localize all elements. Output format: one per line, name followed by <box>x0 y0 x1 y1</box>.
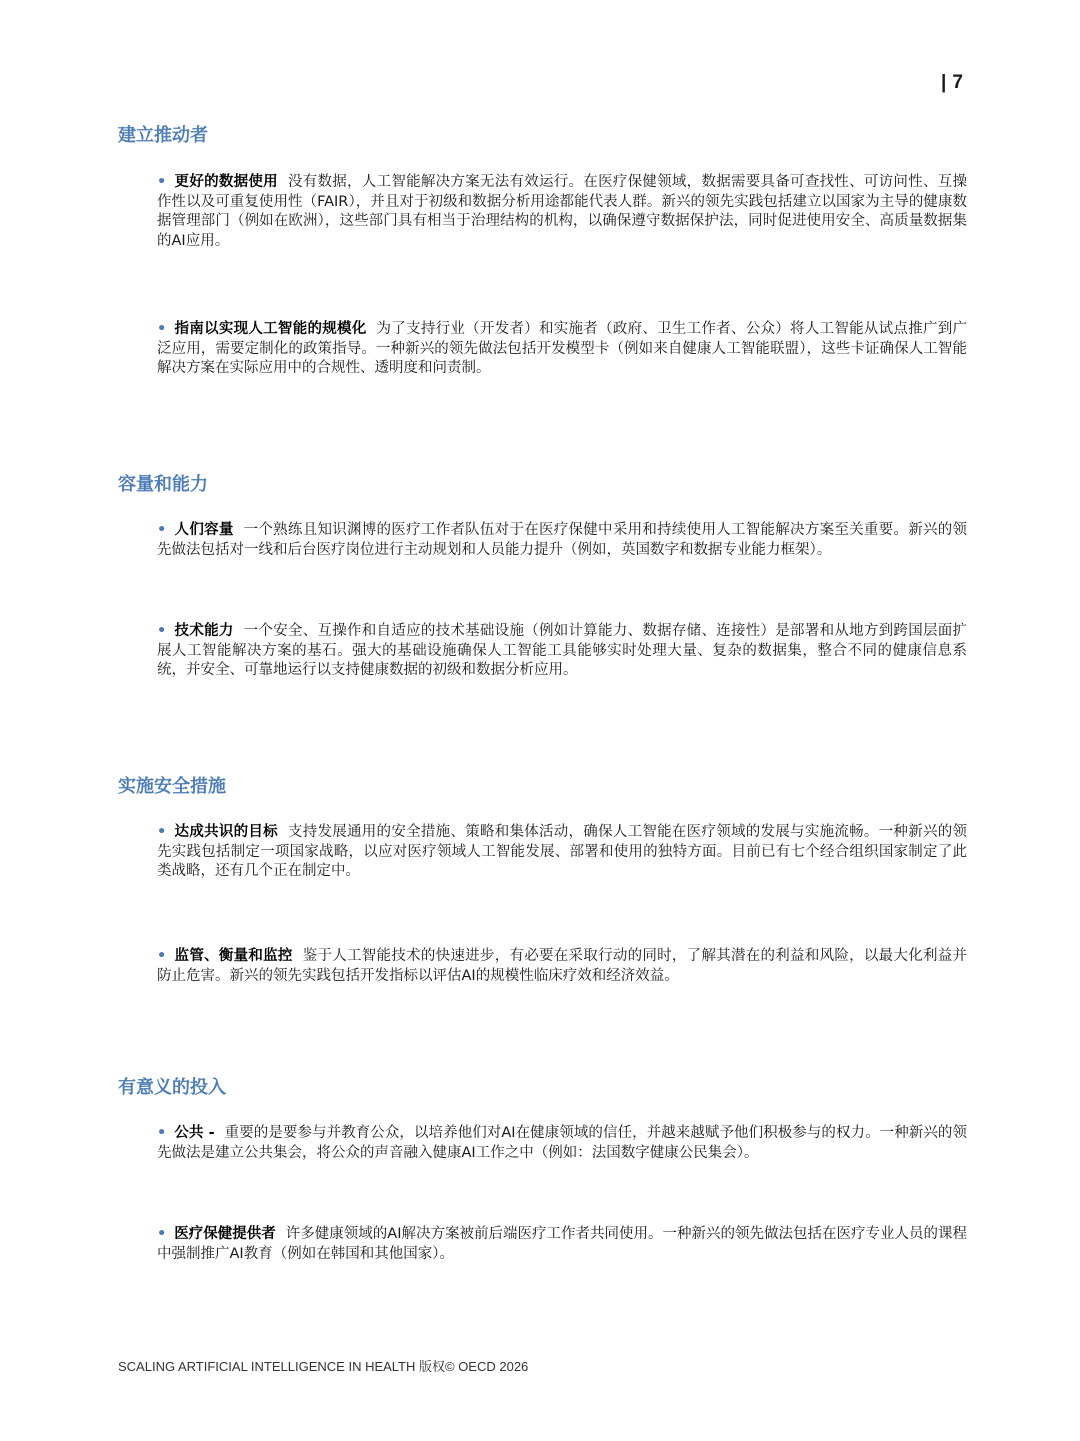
page-number-bar: | <box>941 72 947 93</box>
bullet-icon: • <box>157 321 167 337</box>
item-text: 支持发展通用的安全措施、策略和集体活动，确保人工智能在医疗领域的发展与实施流畅。一种新兴的领先实践包括制定一项国家战略，以应对医疗领域人工智能发展、部署和使用的独特方面。目前已有七个经合组织国家制定了此类战略，还有几个正在制定中。 <box>157 824 968 879</box>
section-heading-safeguards: 实施安全措施 <box>118 776 226 797</box>
item-term: 人们容量 <box>174 522 234 538</box>
list-item <box>157 1124 967 1163</box>
list-item <box>157 622 967 681</box>
page-footer: SCALING ARTIFICIAL INTELLIGENCE IN HEALTH 版权© OECD 2026 <box>118 1359 529 1374</box>
bullet-icon: • <box>157 948 167 964</box>
item-text: 重要的是要参与并教育公众，以培养他们对AI在健康领域的信任，并越来越赋予他们积极参与的权力。一种新兴的领先做法是建立公共集会，将公众的声音融入健康AI工作之中（例如：法国数字健康公民集会）。 <box>157 1125 967 1161</box>
list-item <box>157 320 967 379</box>
item-term: 指南以实现人工智能的规模化 <box>174 321 367 337</box>
item-text: 没有数据，人工智能解决方案无法有效运行。在医疗保健领域，数据需要具备可查找性、可访问性、互操作性以及可重复使用性（FAIR），并且对于初级和数据分析用途都能代表人群。新兴的领先实践包括建立以国家为主导的健康数据管理部门（例如在欧洲），这些部门具有相当于治理结构的机构，以确保遵守数据保护法，同时促进使用安全、高质量数据集的AI应用。 <box>157 174 968 249</box>
item-term: 医疗保健提供者 <box>174 1226 276 1242</box>
item-text: 一个安全、互操作和自适应的技术基础设施（例如计算能力、数据存储、连接性）是部署和从地方到跨国层面扩展人工智能解决方案的基石。强大的基础设施确保人工智能工具能够实时处理大量、复杂的数据集，整合不同的健康信息系统，并安全、可靠地运行以支持健康数据的初级和数据分析应用。 <box>157 623 967 678</box>
item-term: 技术能力 <box>174 623 234 639</box>
item-text: 鉴于人工智能技术的快速进步，有必要在采取行动的同时，了解其潜在的利益和风险，以最大化利益并防止危害。新兴的领先实践包括开发指标以评估AI的规模性临床疗效和经济效益。 <box>157 948 968 984</box>
page-number <box>941 71 963 95</box>
bullet-icon: • <box>157 1125 167 1141</box>
bullet-icon: • <box>157 824 167 840</box>
bullet-icon: • <box>157 1226 167 1242</box>
page-number-value: 7 <box>952 72 963 93</box>
section-heading-enablers: 建立推动者 <box>118 125 208 146</box>
item-term: 更好的数据使用 <box>174 174 278 190</box>
item-term: 监管、衡量和监控 <box>174 948 293 964</box>
list-item <box>157 947 967 986</box>
list-item <box>157 173 967 251</box>
list-item <box>157 823 967 882</box>
section-heading-capacity: 容量和能力 <box>118 474 208 495</box>
item-term: 达成共识的目标 <box>174 824 278 840</box>
item-text: 许多健康领域的AI解决方案被前后端医疗工作者共同使用。一种新兴的领先做法包括在医疗专业人员的课程中强制推广AI教育（例如在韩国和其他国家）。 <box>157 1226 968 1262</box>
item-term: 公共 - <box>174 1125 215 1141</box>
list-item <box>157 1225 967 1264</box>
list-item <box>157 521 967 560</box>
bullet-icon: • <box>157 174 167 190</box>
bullet-icon: • <box>157 522 167 538</box>
item-text: 为了支持行业（开发者）和实施者（政府、卫生工作者、公众）将人工智能从试点推广到广泛应用，需要定制化的政策指导。一种新兴的领先做法包括开发模型卡（例如来自健康人工智能联盟），这些卡证确保人工智能解决方案在实际应用中的合规性、透明度和问责制。 <box>157 321 968 376</box>
section-heading-meaningful-input: 有意义的投入 <box>118 1077 226 1098</box>
item-text: 一个熟练且知识渊博的医疗工作者队伍对于在医疗保健中采用和持续使用人工智能解决方案至关重要。新兴的领先做法包括对一线和后台医疗岗位进行主动规划和人员能力提升（例如，英国数字和数据专业能力框架）。 <box>157 522 967 558</box>
bullet-icon: • <box>157 623 167 639</box>
